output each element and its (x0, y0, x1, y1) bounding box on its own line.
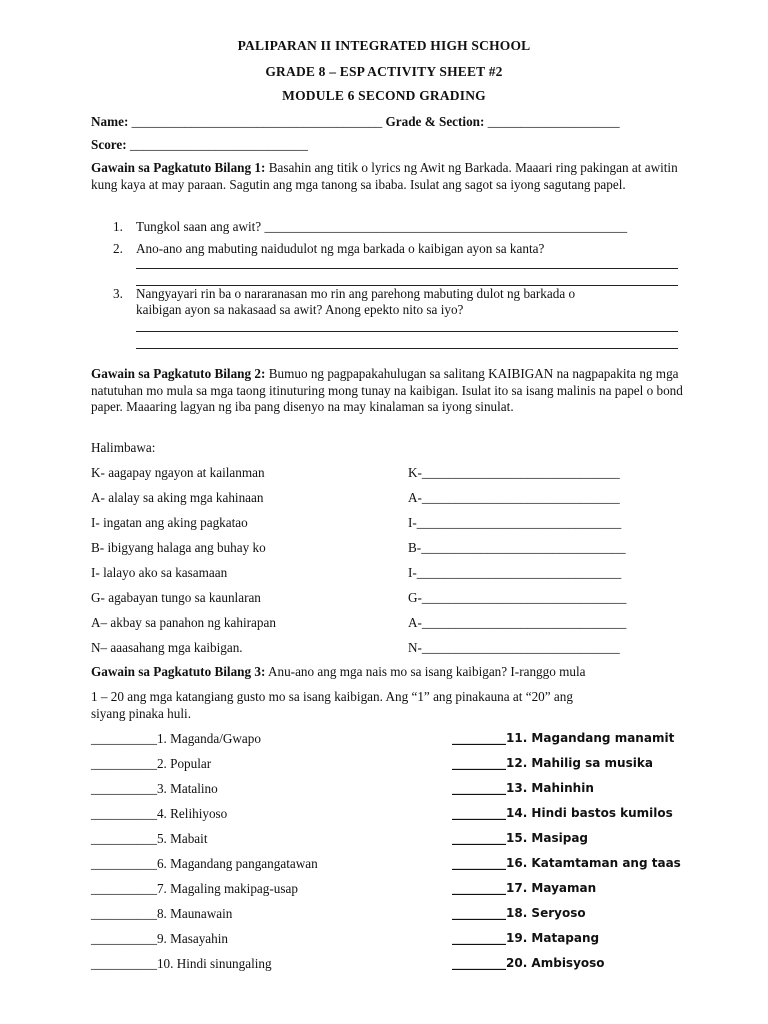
rank-item[interactable]: _________19. Matapang (452, 931, 600, 945)
example-left: N– aaasahang mga kaibigan. (91, 640, 243, 655)
rank-item[interactable]: __________7. Magaling makipag-usap (91, 881, 298, 896)
example-left: A- alalay sa aking mga kahinaan (91, 490, 264, 505)
gawain2-text: Bumuo ng pagpapakahulugan sa salitang KAIBIGAN na nagpapakita ng mga natutuhan mo mula sa mga taong itinuturing mong tunay na kaibigan. Isulat ito sa isang malinis na papel o bond paper. Maaaring lagyan ng iba pang disenyo na may kinalaman sa iyong sinulat. (91, 366, 683, 414)
score-row (91, 137, 308, 153)
rank-item[interactable]: __________3. Matalino (91, 781, 218, 796)
score-blank[interactable]: ___________________________ (129, 137, 308, 152)
question-1-number: 1. (113, 219, 123, 234)
rank-item[interactable]: _________11. Magandang manamit (452, 731, 675, 745)
rank-item[interactable]: _________20. Ambisyoso (452, 956, 605, 970)
rank-item[interactable]: _________16. Katamtaman ang taas (452, 856, 681, 870)
example-left: I- ingatan ang aking pagkatao (91, 515, 248, 530)
answer-line[interactable] (136, 268, 678, 269)
name-label: Name: (91, 114, 129, 129)
name-blank[interactable]: ______________________________________ (131, 114, 383, 129)
rank-item[interactable]: _________18. Seryoso (452, 906, 586, 920)
gawain1-title: Gawain sa Pagkatuto Bilang 1: (91, 160, 266, 175)
rank-item[interactable]: __________5. Mabait (91, 831, 208, 846)
rank-item[interactable]: _________12. Mahilig sa musika (452, 756, 653, 770)
rank-item[interactable]: __________9. Masayahin (91, 931, 228, 946)
question-2-text: Ano-ano ang mabuting naidudulot ng mga barkada o kaibigan ayon sa kanta? (136, 241, 545, 256)
example-right-blank[interactable]: I-_______________________________ (408, 515, 622, 530)
gawain1-instructions (91, 160, 691, 193)
gawain1-text: Basahin ang titik o lyrics ng Awit ng Barkada. Maaari ring pakingan at awitin kung kaya at may paraan. Sagutin ang mga tanong sa ibaba. Isulat ang sagot sa iyong sagutang papel. (91, 160, 678, 192)
example-right-blank[interactable]: A-_______________________________ (408, 615, 627, 630)
example-right-blank[interactable]: K-______________________________ (408, 465, 620, 480)
question-3-number: 3. (113, 286, 123, 301)
question-3-text: Nangyayari rin ba o nararanasan mo rin ang parehong mabuting dulot ng barkada o (136, 286, 576, 301)
grade-section-blank[interactable]: ____________________ (487, 114, 620, 129)
rank-item[interactable]: __________6. Magandang pangangatawan (91, 856, 318, 871)
rank-item[interactable]: __________1. Maganda/Gwapo (91, 731, 261, 746)
example-left: I- lalayo ako sa kasamaan (91, 565, 228, 580)
rank-item[interactable]: _________17. Mayaman (452, 881, 597, 895)
sheet-title: GRADE 8 – ESP ACTIVITY SHEET #2 (265, 64, 503, 79)
gawain3-text-line2: 1 – 20 ang mga katangiang gusto mo sa isang kaibigan. Ang “1” ang pinakauna at “20” ang (91, 689, 573, 704)
rank-item[interactable]: __________10. Hindi sinungaling (91, 956, 272, 971)
example-left: A– akbay sa panahon ng kahirapan (91, 615, 276, 630)
example-left: G- agabayan tungo sa kaunlaran (91, 590, 261, 605)
example-right-blank[interactable]: N-______________________________ (408, 640, 620, 655)
grade-section-label: Grade & Section: (385, 114, 485, 129)
gawain3-instructions (91, 664, 586, 680)
gawain3-title: Gawain sa Pagkatuto Bilang 3: (91, 664, 266, 679)
answer-line[interactable] (136, 331, 678, 332)
name-row (91, 114, 620, 130)
school-title: PALIPARAN II INTEGRATED HIGH SCHOOL (237, 38, 531, 53)
example-right-blank[interactable]: B-_______________________________ (408, 540, 626, 555)
gawain2-instructions (91, 366, 691, 416)
example-label: Halimbawa: (91, 440, 156, 455)
rank-item[interactable]: __________2. Popular (91, 756, 212, 771)
module-title: MODULE 6 SECOND GRADING (282, 88, 486, 103)
rank-item[interactable]: __________4. Relihiyoso (91, 806, 228, 821)
example-right-blank[interactable]: G-_______________________________ (408, 590, 627, 605)
question-1-text: Tungkol saan ang awit? _______________________________________________________ (136, 219, 628, 234)
gawain3-text-line3: siyang pinaka huli. (91, 706, 191, 721)
score-label: Score: (91, 137, 127, 152)
example-right-blank[interactable]: I-_______________________________ (408, 565, 622, 580)
example-left: B- ibigyang halaga ang buhay ko (91, 540, 266, 555)
gawain2-title: Gawain sa Pagkatuto Bilang 2: (91, 366, 266, 381)
rank-item[interactable]: _________14. Hindi bastos kumilos (452, 806, 673, 820)
question-2-number: 2. (113, 241, 123, 256)
example-right-blank[interactable]: A-______________________________ (408, 490, 620, 505)
example-left: K- aagapay ngayon at kailanman (91, 465, 265, 480)
rank-item[interactable]: _________13. Mahinhin (452, 781, 594, 795)
rank-item[interactable]: _________15. Masipag (452, 831, 589, 845)
question-3-text-line2: kaibigan ayon sa nakasaad sa awit? Anong epekto nito sa iyo? (136, 302, 464, 317)
gawain3-text: Anu-ano ang mga nais mo sa isang kaibigan? I-ranggo mula (265, 664, 586, 679)
answer-line[interactable] (136, 348, 678, 349)
rank-item[interactable]: __________8. Maunawain (91, 906, 233, 921)
